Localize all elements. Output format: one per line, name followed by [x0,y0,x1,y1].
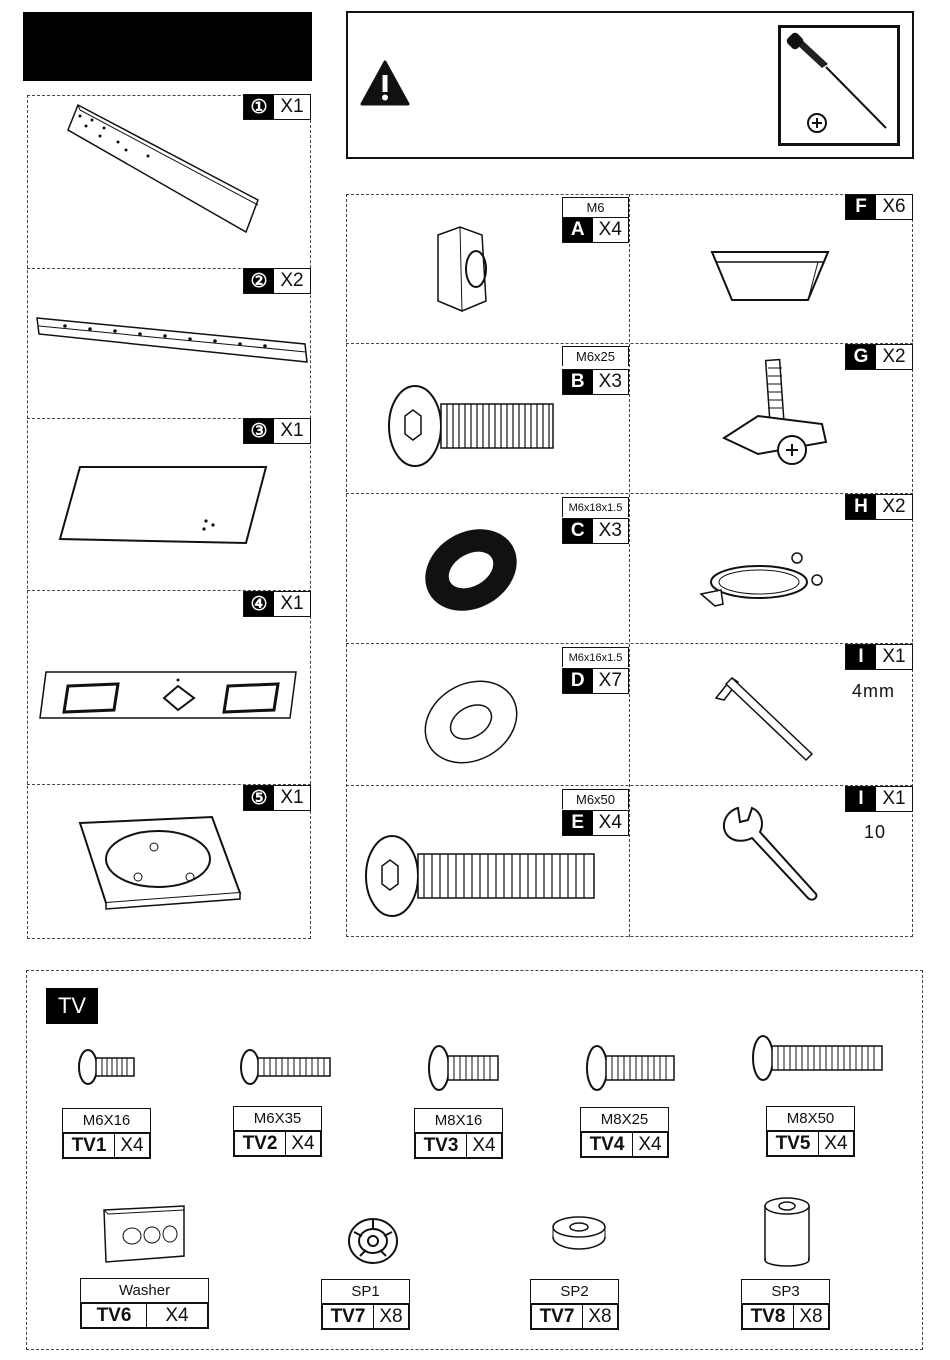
tv1-qty: X4 [120,1134,144,1156]
hardware-C-key: C [563,519,593,543]
flat-washer-icon [420,680,522,764]
tv5-spec: M8X50 [766,1106,855,1130]
tv8-sp3-spec: SP3 [741,1279,830,1303]
socket-bolt-e-icon [362,832,602,922]
part-1-qty: X1 [280,96,304,117]
tv6-qty: X4 [165,1304,189,1326]
tv5-tag [766,1106,855,1157]
hardware-I2-key: I [846,787,876,811]
part-2-bar-drawing [35,312,310,372]
hex-key-icon [712,672,822,762]
hardware-I1-note: 4mm [852,681,895,701]
part-4-bracket-drawing [38,666,300,722]
part-4-qty: X1 [280,593,304,614]
tv3-code: TV3 [416,1134,467,1157]
hardware-E-key: E [563,811,593,835]
hardware-B-spec: M6x25 [562,346,629,366]
part-2-qty: X2 [280,270,304,291]
hardware-I2-qty: X1 [882,788,906,809]
tv7-sp1-qty: X8 [379,1305,403,1327]
hardware-A-key: A [563,218,593,242]
title-bar [23,12,312,81]
part-1-number: ① [244,95,274,119]
tv7-sp1-tag [321,1279,410,1330]
tv8-sp3-code: TV8 [743,1305,794,1328]
hardware-D-key: D [563,669,593,693]
tv3-spec: M8X16 [414,1108,503,1132]
part-5-tag [243,785,311,811]
part-3-qty: X1 [280,420,304,441]
tv4-tag [580,1107,669,1158]
hardware-E-qty: X4 [598,812,622,833]
tv7-sp2-tag [530,1279,619,1330]
hardware-G-tag [845,344,913,370]
hardware-G-key: G [846,345,876,369]
part-5-number: ⑤ [244,786,274,810]
tilt-bolt-clamp-icon [718,358,830,468]
hardware-F-key: F [846,195,876,219]
tv7-sp2-qty: X8 [588,1305,612,1327]
hardware-I2-note: 10 [864,822,887,842]
hardware-I2-tag [845,786,913,812]
tv4-spec: M8X25 [580,1107,669,1131]
tv2-qty: X4 [291,1132,315,1154]
cable-clip-icon [697,550,827,610]
phillips-screwdriver-icon [782,30,897,140]
part-5-qty: X1 [280,787,304,808]
tv4-code: TV4 [582,1133,633,1156]
tv3-qty: X4 [472,1134,496,1156]
hardware-B-key: B [563,370,593,394]
hardware-C-qty: X3 [598,520,622,541]
tv6-tag [80,1278,209,1329]
part-3-tag [243,418,311,444]
tv6-washer-plate-icon [102,1204,186,1264]
tv1-code: TV1 [64,1134,115,1157]
part-4-tag [243,591,311,617]
hardware-B-qty: X3 [598,371,622,392]
hardware-D-spec: M6x16x1.5 [562,647,629,667]
tv2-code: TV2 [235,1132,286,1155]
hardware-B-tag [562,369,629,395]
hardware-A-tag [562,217,629,243]
hardware-A-spec: M6 [562,197,629,217]
tv5-qty: X4 [824,1132,848,1154]
part-1-rail-drawing [60,100,260,240]
tv1-tag [62,1108,151,1159]
hardware-D-tag [562,668,629,694]
tv5-screw-icon [750,1034,886,1082]
hex-nut-icon [430,225,492,315]
tv-section-heading: TV [46,988,98,1024]
tv6-spec: Washer [80,1278,209,1302]
hardware-A-qty: X4 [598,219,622,240]
tv6-code: TV6 [82,1304,147,1327]
tv7-sp2-spec: SP2 [530,1279,619,1303]
part-3-number: ③ [244,419,274,443]
tv8-spacer-sp3-icon [762,1196,812,1268]
tv7-sp1-spec: SP1 [321,1279,410,1303]
tv2-spec: M6X35 [233,1106,322,1130]
tv2-tag [233,1106,322,1157]
hardware-H-qty: X2 [882,496,906,517]
wrench-icon [718,806,822,906]
part-2-tag [243,268,311,294]
hardware-G-qty: X2 [882,346,906,367]
warning-triangle-icon [360,60,410,106]
part-4-number: ④ [244,592,274,616]
wedge-block-icon [708,248,832,304]
tv1-spec: M6X16 [62,1108,151,1132]
hardware-I1-tag [845,644,913,670]
part-2-number: ② [244,269,274,293]
socket-bolt-b-icon [385,382,565,472]
hardware-F-tag [845,194,913,220]
hardware-E-spec: M6x50 [562,789,629,809]
tv2-screw-icon [238,1048,334,1086]
black-washer-icon [420,527,522,613]
tv7-spacer-sp2-icon [551,1215,607,1251]
hardware-I1-key: I [846,645,876,669]
part-5-base-drawing [78,815,242,907]
tv3-tag [414,1108,503,1159]
tv1-screw-icon [76,1048,136,1086]
tv4-screw-icon [584,1044,678,1092]
tv7-spacer-sp1-icon [346,1216,400,1266]
part-3-plate-drawing [58,465,270,547]
hardware-F-qty: X6 [882,196,906,217]
hardware-H-key: H [846,495,876,519]
tv7-sp1-code: TV7 [323,1305,374,1328]
hardware-H-tag [845,494,913,520]
tv3-screw-icon [426,1044,502,1092]
hardware-I1-qty: X1 [882,646,906,667]
tv7-sp2-code: TV7 [532,1305,583,1328]
hardware-C-spec: M6x18x1.5 [562,497,629,517]
hardware-C-tag [562,518,629,544]
tv8-sp3-tag [741,1279,830,1330]
tv4-qty: X4 [638,1133,662,1155]
tv5-code: TV5 [768,1132,819,1155]
tv8-sp3-qty: X8 [799,1305,823,1327]
hardware-D-qty: X7 [598,670,622,691]
